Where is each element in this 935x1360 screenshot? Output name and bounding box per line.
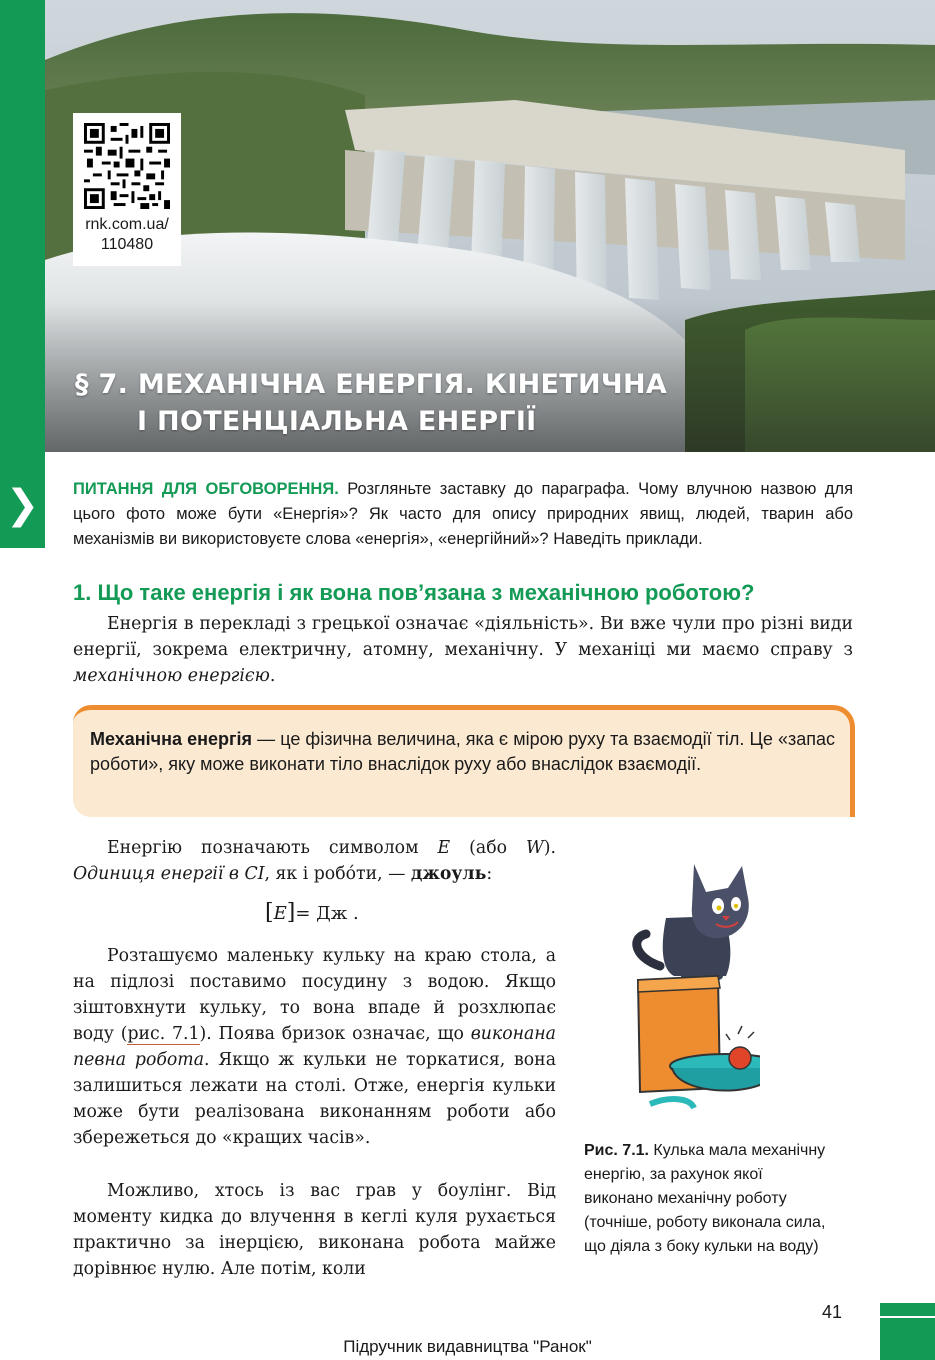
discussion-label: ПИТАННЯ ДЛЯ ОБГОВОРЕННЯ. — [73, 480, 339, 498]
paragraph-energy-units: Енергію позначають символом E (або W). Одиниця енергії в СІ, як і робо́ти, — джоуль: — [73, 838, 556, 884]
figure-cat-illustration — [630, 858, 760, 1132]
definition-term: Механічна енергія — [90, 729, 252, 749]
definition-text: Механічна енергія — це фізична величина, яка є мірою руху та взаємодії тіл. Це «запас роботи», яку може виконати тіло внаслідок руху або внаслідок взаємодії. — [90, 729, 836, 774]
qr-url-text[interactable]: rnk.com.ua/ 110480 — [85, 216, 169, 253]
figure-caption-label: Рис. 7.1. — [584, 1142, 649, 1159]
discussion-block — [73, 477, 853, 552]
discussion-text: Розгляньте заставку до параграфа. Чому влучною назвою для цього фото може бути «Енергія»? Як часто для опису природних явищ, людей, тварин або механізмів ви використовуєте слова «енергія», «енергійний»? Наведіть приклади. — [73, 480, 853, 548]
qr-code-icon[interactable] — [84, 123, 170, 209]
page-number: 41 — [822, 1302, 843, 1322]
energy-unit-formula: [E]= Дж . — [265, 900, 359, 925]
section-heading: 1. Що таке енергія і як вона пов’язана з механічною роботою? — [73, 580, 755, 605]
chevron-right-icon: ❯ — [0, 462, 45, 548]
chapter-title — [75, 366, 875, 440]
figure-caption: Рис. 7.1. Кулька мала механічну енергію, за рахунок якої виконано механічну роботу (точніше, роботу виконала сила, що діяла з боку кульки на воду) — [584, 1142, 826, 1255]
paragraph-ball-experiment: Розташуємо маленьку кульку на краю стола, а на підлозі поставимо посудину з водою. Якщо зіштовхнути кульку, то вона впаде й розхлюпає воду (рис. 7.1). Поява бризок означає, що виконана певна робота. Якщо ж кульки не торкатися, вона залишиться лежати на столі. Отже, енергія кульки може бути реалізована виконанням роботи або збережеться до «кращих часів». — [73, 946, 557, 1148]
figure-reference-link[interactable]: рис. 7.1 — [127, 1024, 200, 1044]
chapter-title-line1: § 7. МЕХАНІЧНА ЕНЕРГІЯ. КІНЕТИЧНА — [75, 369, 668, 400]
cat-on-box-icon — [630, 858, 760, 1128]
chapter-title-line2: І ПОТЕНЦІАЛЬНА ЕНЕРГІЇ — [137, 406, 537, 437]
paragraph-energy-intro: Енергія в перекладі з грецької означає «діяльність». Ви вже чули про різні види енергії, зокрема електричну, атомну, механічну. У механіці ми маємо справу з механічною енергією. — [73, 614, 853, 686]
definition-box — [73, 705, 855, 817]
publisher-footer: Підручник видавництва "Ранок" — [343, 1337, 592, 1356]
paragraph-bowling: Можливо, хтось із вас грав у боулінг. Від моменту кидка до влучення в кеглі куля рухається практично за інерцією, виконана робота майже дорівнює нулю. Але потім, коли — [73, 1181, 556, 1279]
qr-code-card[interactable] — [73, 113, 181, 266]
